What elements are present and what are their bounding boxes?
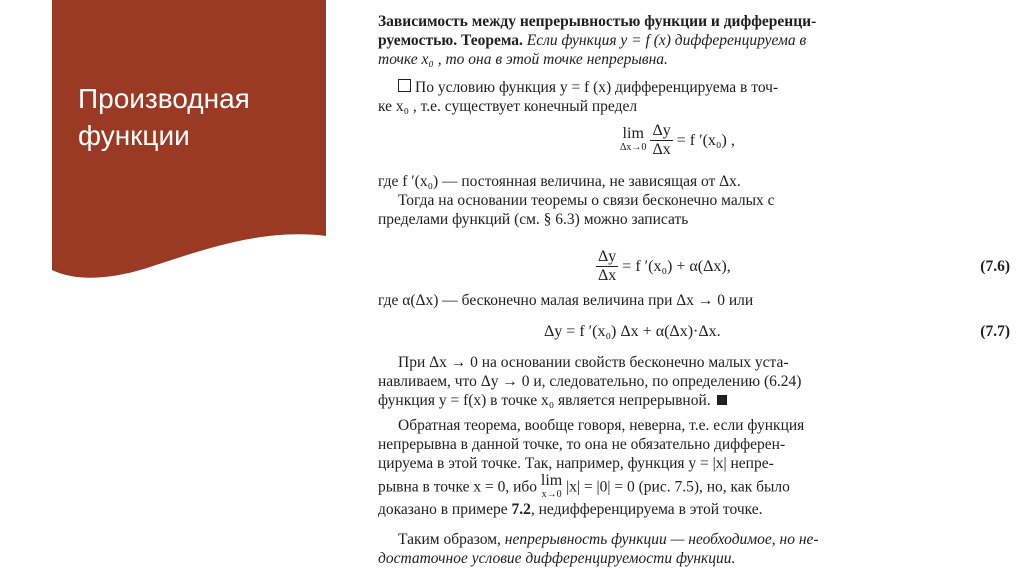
conclusion-paragraph [378, 530, 1010, 568]
fraction-denominator: Δx [652, 141, 671, 158]
proof-paragraph-2 [378, 172, 1010, 230]
para5-line-2: непрерывна в данной точке, то она не обязательно дифферен- [378, 436, 786, 454]
para6-line-1 [378, 530, 1010, 549]
heading-theorem-label: руемостью. Теорема. [378, 32, 523, 50]
limit-subscript: Δx→0 [620, 141, 647, 153]
slide-title-line-2: функции [78, 120, 190, 151]
heading-line-3: точке x₀ , то она в этой точке непрерывна. [378, 51, 668, 69]
theorem-heading [378, 12, 1010, 70]
increment-numerator: Δy [598, 248, 617, 265]
para4-line-1: При Δx → 0 на основании свойств бесконечно малых уста- [398, 354, 789, 371]
para5-line-5-post: , недифференцируема в этой точке. [530, 500, 763, 518]
proof-line-1-text: По условию функция y = f (x) дифференцируема в точ- [415, 79, 779, 96]
proof-paragraph-1 [378, 78, 1010, 116]
limit-fraction [650, 122, 672, 159]
limit-rhs: = f ′(x₀) , [676, 131, 735, 149]
para4-line-3-text: функция y = f(x) в точке x₀ является непрерывной. [378, 392, 711, 410]
para2-line-2: Тогда на основании теоремы о связи бесконечно малых с [398, 192, 775, 210]
heading-line-1: Зависимость между непрерывностью функции и дифференци- [378, 13, 817, 30]
inline-limit-word: lim [540, 471, 563, 489]
para4-line-2: навливаем, что Δy → 0 и, следовательно, по определению (6.24) [378, 373, 802, 391]
limit-formula [620, 122, 735, 159]
converse-paragraph [378, 416, 1010, 519]
increment-rhs: = f ′(x₀) + α(Δx), [622, 257, 731, 275]
para5-line-4-post: |x| = |0| = 0 (рис. 7.5), но, как было [566, 478, 790, 496]
slide-title [78, 80, 318, 154]
limit-operator [620, 124, 647, 155]
proof-start-icon [398, 79, 411, 92]
proof-line-1 [378, 78, 1010, 97]
increment-fraction [596, 248, 618, 285]
para5-line-5-pre: доказано в примере [378, 500, 512, 518]
fraction-numerator: Δy [652, 122, 671, 139]
para3-line-1: где α(Δx) — бесконечно малая величина при Δx → 0 или [378, 292, 754, 309]
para2-line-1: где f ′(x₀) — постоянная величина, не зависящая от Δx. [378, 173, 741, 190]
para6-line-2: достаточное условие дифференцируемости функции. [378, 550, 736, 568]
heading-theorem-statement: Если функция y = f (x) дифференцируема в [522, 32, 807, 50]
slide-title-line-1: Производная [78, 83, 250, 114]
increment-denominator: Δx [598, 267, 617, 284]
para5-line-1: Обратная теорема, вообще говоря, неверна, т.е. если функция [398, 417, 805, 434]
para5-line-4 [378, 471, 1010, 500]
para5-line-4-pre: рывна в точке x = 0, ибо [378, 478, 538, 496]
inline-limit [540, 471, 563, 502]
proof-line-2: ке x₀ , т.е. существует конечный предел [378, 98, 638, 116]
equation-number-7-7: (7.7) [980, 323, 1010, 340]
para4-line-3 [378, 391, 1010, 410]
para2-line-3: пределами функций (см. § 6.3) можно записать [378, 211, 689, 229]
increment-formula [596, 248, 731, 285]
para6-line-1-pre: Таким образом, [398, 531, 505, 548]
para5-line-5 [378, 500, 1010, 519]
differential-formula: Δy = f ′(x₀) Δx + α(Δx)·Δx. [544, 323, 721, 340]
para5-line-3: цируема в этой точке. Так, например, функция y = |x| непре- [378, 455, 774, 473]
limit-word: lim [622, 124, 644, 142]
equation-number-7-6: (7.6) [980, 258, 1010, 275]
proof-paragraph-3 [378, 291, 1010, 310]
end-of-proof-icon [717, 395, 727, 405]
proof-paragraph-4 [378, 353, 1010, 411]
textbook-page [378, 12, 1010, 572]
heading-line-2 [378, 31, 1010, 50]
para6-line-1-italic: непрерывность функции — необходимое, но не- [504, 531, 819, 548]
inline-limit-subscript: x→0 [541, 488, 562, 500]
example-reference: 7.2 [511, 500, 531, 518]
